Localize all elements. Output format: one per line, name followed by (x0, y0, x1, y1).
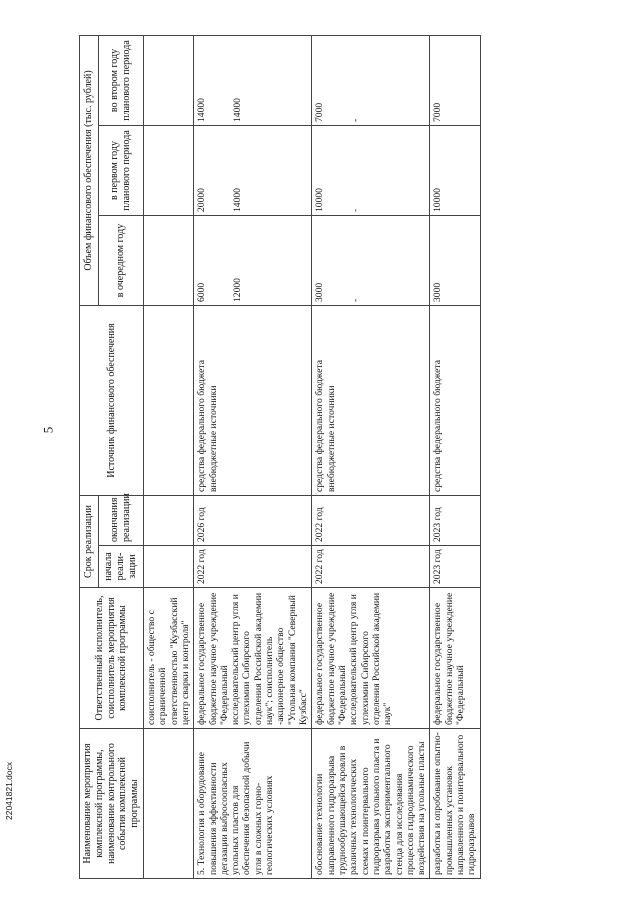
row2-y1b: - (349, 298, 361, 302)
row1-y3a: 14000 (196, 98, 208, 122)
header-year2: в первом году планового периода (98, 126, 143, 216)
row0-executor: соисполнитель - общество с ограниченной ответственностью "Кузбасский центр сварки и контроля" (143, 588, 193, 729)
row1-y2b: 14000 (231, 188, 243, 212)
program-table (79, 35, 481, 879)
row2-executor: федеральное государственное бюджетное научное учреждение "Федеральный исследовательский центр угля и углехимии Сибирского отделения Российской академии наук" (312, 588, 430, 729)
row2-end: 2022 год (312, 496, 430, 546)
row1-end: 2026 год (194, 496, 312, 546)
table-row (430, 35, 480, 878)
row2-y2b: - (349, 208, 361, 212)
table-row (143, 35, 193, 878)
header-year3: во втором году планового периода (98, 35, 143, 125)
row3-y1a: 3000 (430, 216, 480, 306)
row1-y2a: 20000 (196, 188, 208, 212)
header-funding: Объем финансового обеспечения (тыс. рублей) (80, 35, 99, 305)
row3-y3a: 7000 (430, 35, 480, 125)
row1-name-cell (194, 729, 312, 879)
row3-source1: средства федерального бюджета (430, 306, 480, 496)
row2-start: 2022 год (312, 546, 430, 588)
row2-y2a: 10000 (314, 188, 326, 212)
row1-y1b: 12000 (231, 278, 243, 302)
row3-y2a: 10000 (430, 126, 480, 216)
rotated-table-container (79, 36, 607, 879)
row2-y3b: - (349, 118, 361, 122)
row2-source1: средства федерального бюджета (314, 360, 326, 492)
row1-source1: средства федерального бюджета (196, 360, 208, 492)
table-row (312, 35, 430, 878)
row3-end: 2023 год (430, 496, 480, 546)
row2-source2: внебюджетные источники (325, 385, 337, 492)
header-name: Наименование мероприятия комплексной программы, наименование контрольного события комплексной программы (80, 729, 144, 879)
row1-number: 5. (196, 867, 208, 875)
row3-start: 2023 год (430, 546, 480, 588)
header-executor: Ответственный исполнитель, соисполнитель мероприятия комплексной программы (80, 588, 144, 729)
row3-name: разработка и опробование опытно-промышленных установок направленного и поинтервального гидроразрывов (430, 729, 480, 879)
row2-y3a: 7000 (314, 102, 326, 122)
header-source: Источник финансового обеспечения (80, 306, 144, 496)
row1-y1a: 6000 (196, 282, 208, 302)
row2-name: обоснование технологии направленного гидроразрыва труднообрушающейся кровли в различных технологических схемах и поинтервального гидроразрыва угольного пласта и разработка экспериментального стенда для исследования процессов гидродинамического воздействия на угольные пласты (312, 729, 430, 879)
row1-start: 2022 год (194, 546, 312, 588)
row2-y1a: 3000 (314, 282, 326, 302)
header-period: Срок реализации (80, 496, 99, 588)
row1-executor: федеральное государственное бюджетное научное учреждение "Федеральный исследовательский центр угля и углехимии Сибирского отделения Российской академии наук"; соисполнитель -акционерное общество "Угольная компания "Северный Кузбасс" (194, 588, 312, 729)
file-name: 22041821.docx (4, 761, 14, 820)
header-end: окончания реализации (98, 496, 143, 546)
row1-name: Технология и оборудование повышения эффективности дегазации выбросоопасных угольных пластов для обеспечения безопасной добычи угля в сложных горно-геологических условиях (196, 741, 276, 875)
page-number: 5 (40, 426, 56, 434)
row1-y3b: 14000 (231, 98, 243, 122)
header-year1: в очередном году (98, 216, 143, 306)
header-start: начала реали-зации (98, 546, 143, 588)
row1-source2: внебюджетные источники (207, 385, 219, 492)
row3-executor: федеральное государственное бюджетное научное учреждение "Федеральный (430, 588, 480, 729)
table-row (194, 35, 312, 878)
